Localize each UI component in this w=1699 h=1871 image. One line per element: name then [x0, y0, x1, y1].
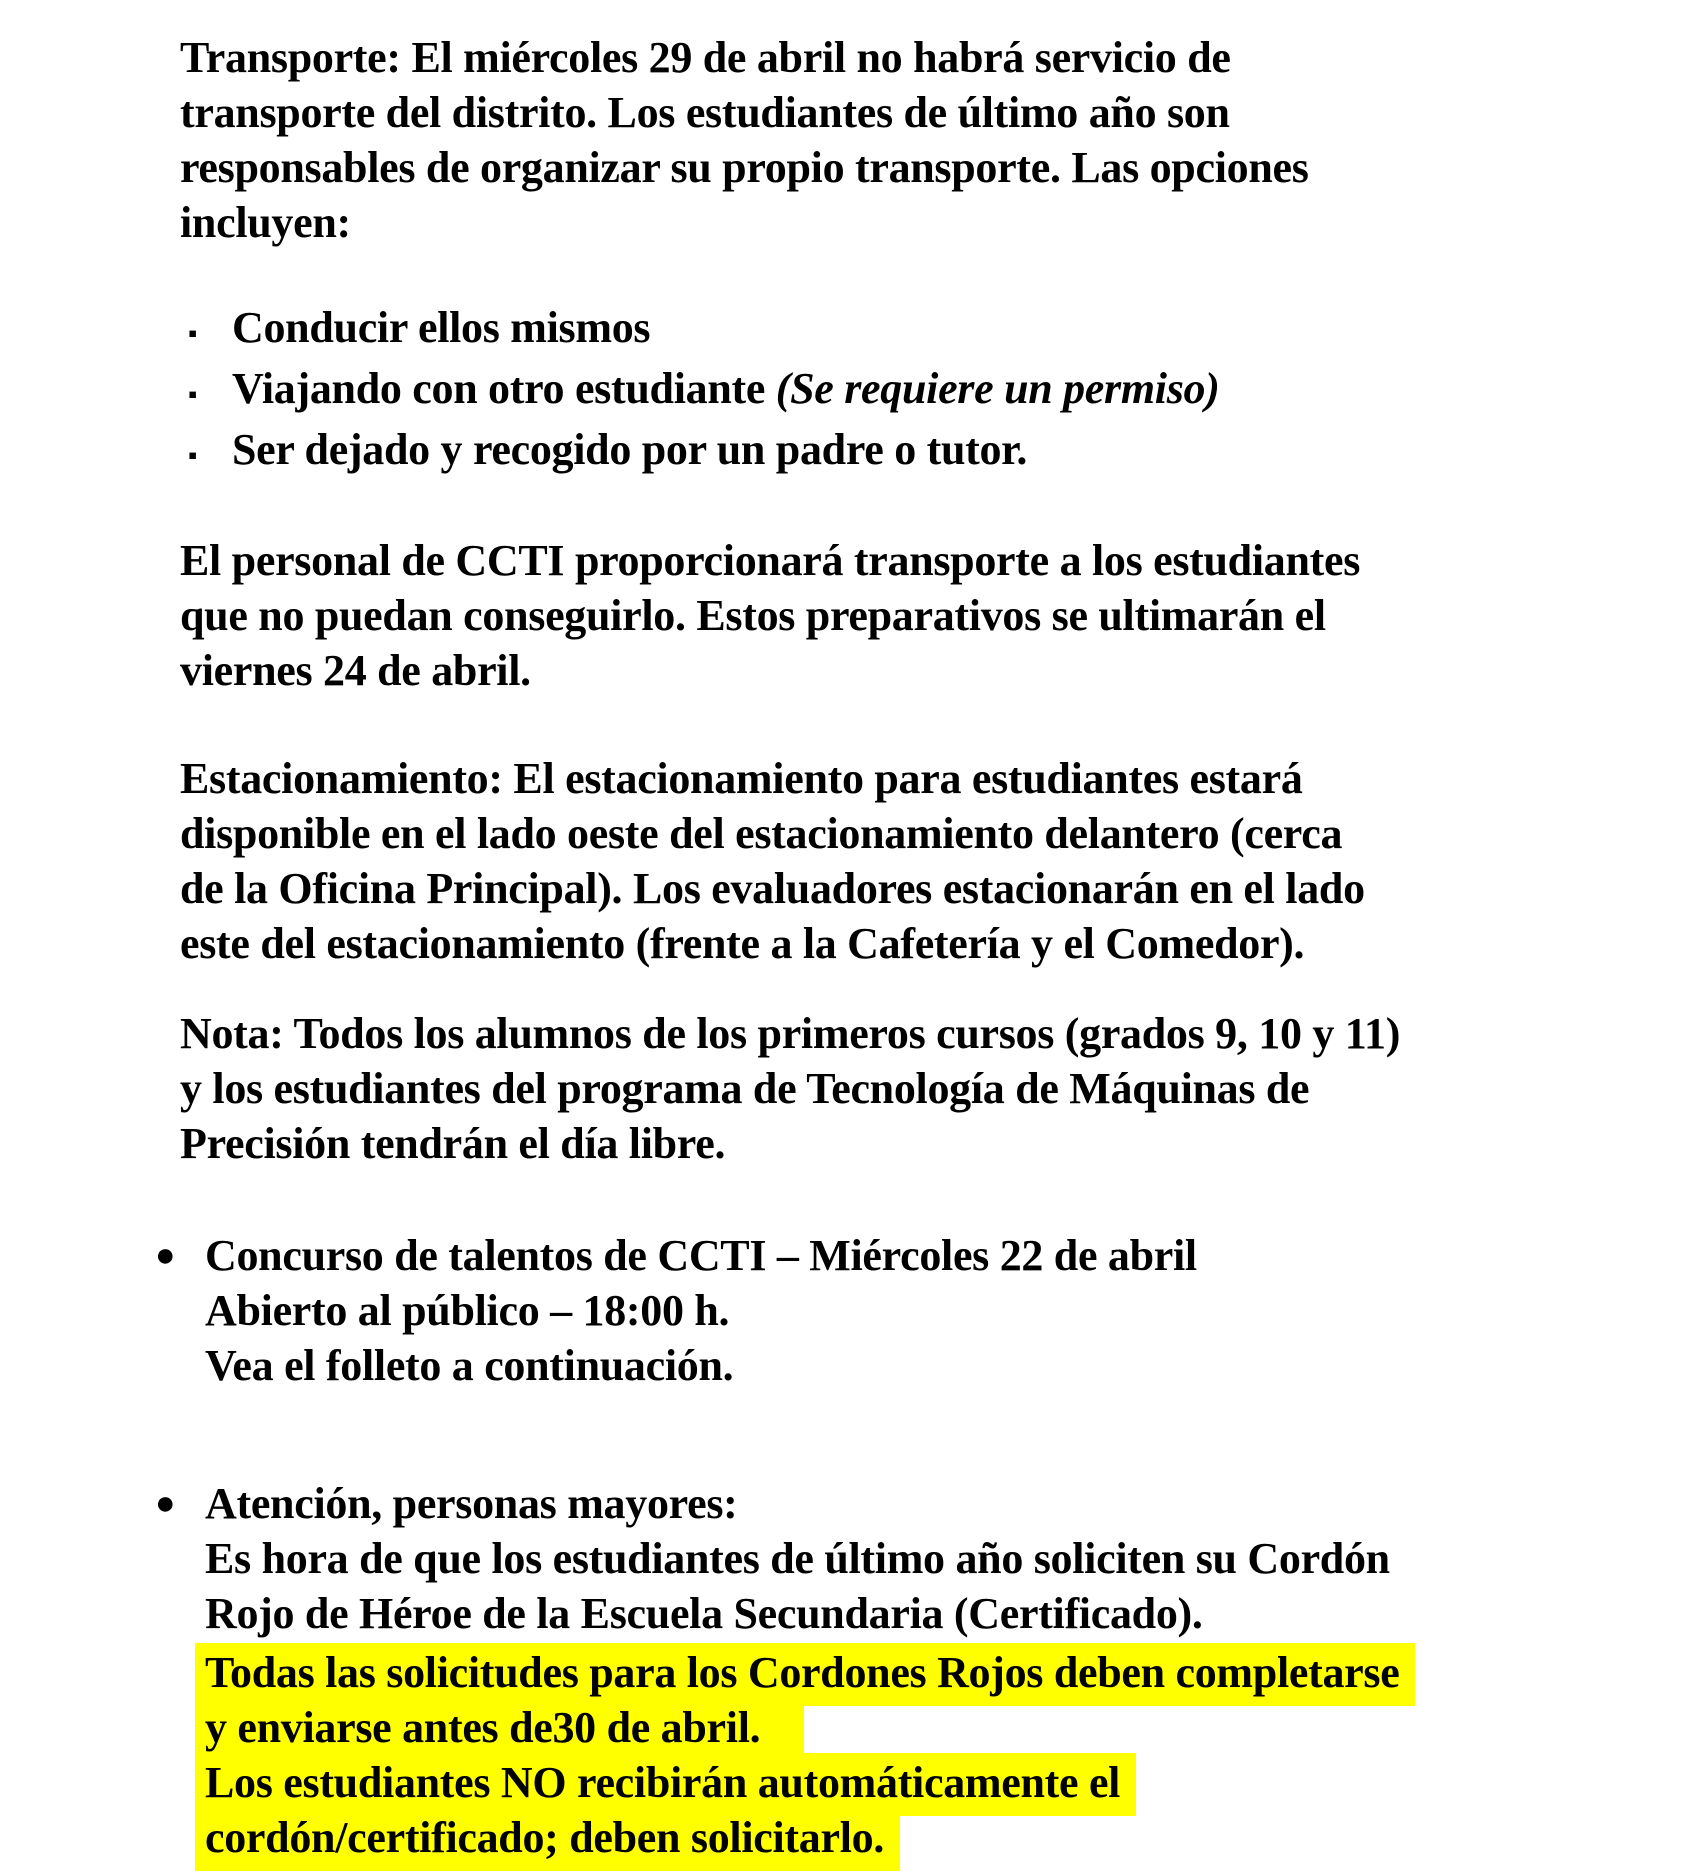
highlighted-line [205, 1755, 1699, 1810]
seniors-content [205, 1476, 1699, 1865]
round-bullet-icon: ● [155, 1237, 176, 1274]
paragraph-line: Precisión tendrán el día libre. [180, 1119, 726, 1168]
paragraph-line: y los estudiantes del programa de Tecnología de Máquinas de [180, 1064, 1310, 1113]
square-bullet-icon: ▪ [188, 441, 197, 470]
transport-option-item [188, 300, 1699, 361]
highlighted-line [205, 1810, 1699, 1865]
highlight-text [195, 1698, 804, 1761]
highlight-text: cordón/certificado; deben solicitarlo. [195, 1808, 900, 1871]
ccti-transport-paragraph [180, 533, 1699, 698]
paragraph-line: Estacionamiento: El estacionamiento para estudiantes estará [180, 754, 1303, 803]
deadline-underlined-date: 30 de abril. [552, 1703, 760, 1760]
paragraph-line: viernes 24 de abril. [180, 646, 531, 695]
paragraph-line: responsables de organizar su propio transporte. Las opciones [180, 143, 1309, 192]
paragraph-line: transporte del distrito. Los estudiantes de último año son [180, 88, 1230, 137]
paragraph-line: este del estacionamiento (frente a la Cafetería y el Comedor). [180, 919, 1305, 968]
transport-option-text-italic: (Se requiere un permiso) [775, 364, 1220, 413]
highlighted-line [205, 1645, 1699, 1700]
paragraph-line: que no puedan conseguirlo. Estos preparativos se ultimarán el [180, 591, 1326, 640]
paragraph-line: disponible en el lado oeste del estacionamiento delantero (cerca [180, 809, 1343, 858]
bullet-line: Atención, personas mayores: [205, 1479, 738, 1528]
bullet-line: Abierto al público – 18:00 h. [205, 1286, 730, 1335]
paragraph-line: Transporte: El miércoles 29 de abril no habrá servicio de [180, 33, 1231, 82]
paragraph-line: de la Oficina Principal). Los evaluadores estacionarán en el lado [180, 864, 1365, 913]
transport-option-item [188, 361, 1699, 422]
transport-paragraph [180, 30, 1699, 250]
parking-paragraph [180, 751, 1699, 971]
round-bullet-icon: ● [155, 1485, 176, 1522]
bullet-line: Rojo de Héroe de la Escuela Secundaria (Certificado). [205, 1589, 1203, 1638]
deadline-prefix: y enviarse antes de [205, 1703, 553, 1752]
talent-show-content [205, 1228, 1699, 1393]
bullet-line: Concurso de talentos de CCTI – Miércoles 22 de abril [205, 1231, 1197, 1280]
note-paragraph [180, 1006, 1699, 1171]
highlight-text: Todas las solicitudes para los Cordones Rojos deben completarse [195, 1643, 1415, 1706]
seniors-bullet [155, 1476, 1699, 1865]
talent-show-bullet [155, 1228, 1699, 1393]
paragraph-line: Nota: Todos los alumnos de los primeros cursos (grados 9, 10 y 11) [180, 1009, 1401, 1058]
transport-options-list [188, 300, 1699, 483]
transport-option-item [188, 422, 1699, 483]
transport-option-text [232, 361, 1220, 416]
transport-option-text: Conducir ellos mismos [232, 303, 651, 352]
highlighted-line [205, 1700, 1699, 1755]
red-cord-highlight-block [205, 1645, 1699, 1865]
bullet-line: Es hora de que los estudiantes de último año soliciten su Cordón [205, 1534, 1390, 1583]
bullet-line: Vea el folleto a continuación. [205, 1341, 734, 1390]
paragraph-line: incluyen: [180, 198, 351, 247]
square-bullet-icon: ▪ [188, 380, 197, 409]
transport-option-text: Ser dejado y recogido por un padre o tutor. [232, 425, 1028, 474]
transport-option-text-regular: Viajando con otro estudiante [232, 364, 776, 413]
paragraph-line: El personal de CCTI proporcionará transporte a los estudiantes [180, 536, 1361, 585]
square-bullet-icon: ▪ [188, 319, 197, 348]
highlight-text: Los estudiantes NO recibirán automáticamente el [195, 1753, 1136, 1816]
